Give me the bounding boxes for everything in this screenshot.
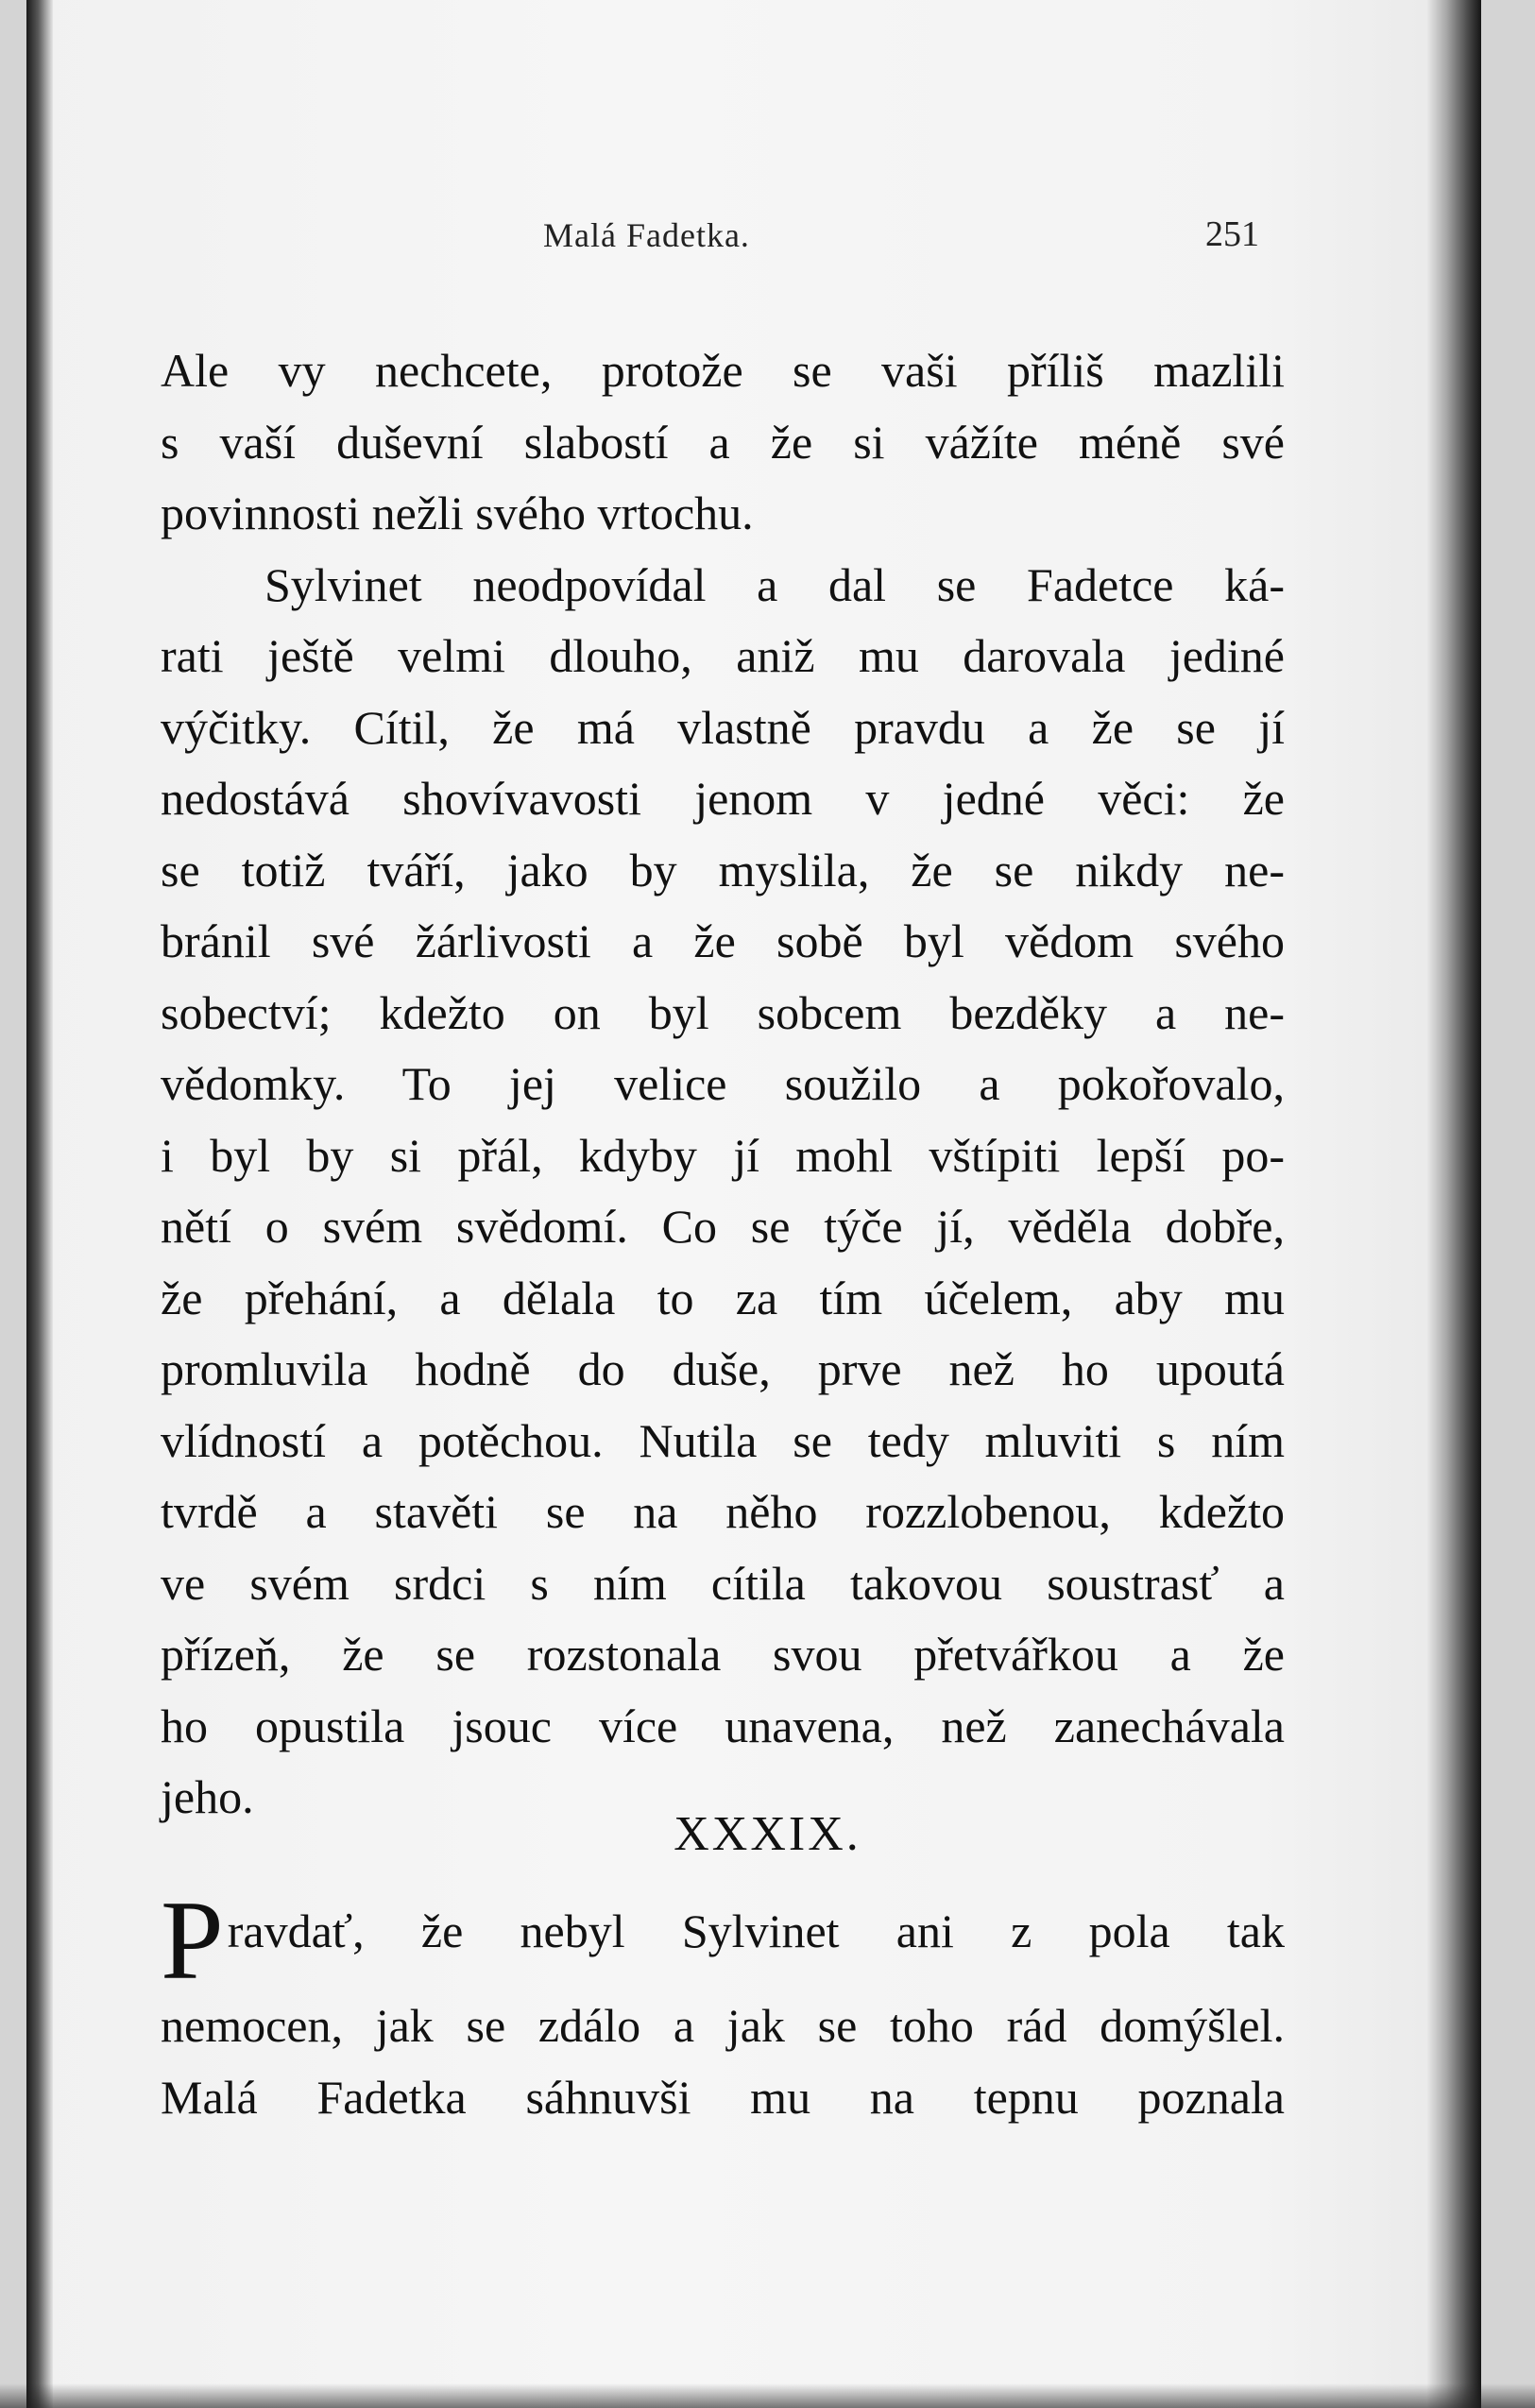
text-line: i byl by si přál, kdyby jí mohl vštípiti lepší po- <box>161 1128 1285 1182</box>
page-right-edge-shadow <box>1427 0 1481 2408</box>
text-line: rati ještě velmi dlouho, aniž mu darovala jediné <box>161 629 1285 682</box>
chapter-heading: XXXIX. <box>674 1807 861 1861</box>
text-line: nětí o svém svědomí. Co se týče jí, věděla dobře, <box>161 1200 1285 1253</box>
text-line: přízeň, že se rozstonala svou přetvářkou a že <box>161 1628 1285 1681</box>
text-line: ravdať, že nebyl Sylvinet ani z pola tak <box>227 1904 1285 1957</box>
text-line: bránil své žárlivosti a že sobě byl vědom svého <box>161 914 1285 967</box>
text-line: ho opustila jsouc více unavena, než zanechávala <box>161 1699 1285 1752</box>
text-line: povinnosti nežli svého vrtochu. <box>161 487 754 539</box>
text-line: se totiž tváří, jako by myslila, že se nikdy ne- <box>161 843 1285 897</box>
text-line: nemocen, jak se zdálo a jak se toho rád domýšlel. <box>161 1999 1285 2052</box>
text-line: že přehání, a dělala to za tím účelem, aby mu <box>161 1271 1285 1324</box>
text-line: s vaší duševní slabostí a že si vážíte méně své <box>161 415 1285 469</box>
text-line: ve svém srdci s ním cítila takovou soustrasť a <box>161 1556 1285 1610</box>
main-text-block <box>161 335 1285 1834</box>
text-line: výčitky. Cítil, že má vlastně pravdu a že se jí <box>161 700 1285 754</box>
text-line: tvrdě a stavěti se na něho rozzlobenou, kdežto <box>161 1485 1285 1538</box>
text-line: promluvila hodně do duše, prve než ho upoutá <box>161 1342 1285 1395</box>
text-line: sobectví; kdežto on byl sobcem bezděky a ne- <box>161 985 1285 1039</box>
text-line: vědomky. To jej velice soužilo a pokořovalo, <box>161 1057 1285 1110</box>
page-number: 251 <box>1205 214 1259 254</box>
running-title: Malá Fadetka. <box>543 216 750 254</box>
chapter-text-block <box>161 1877 1285 2133</box>
text-line: vlídností a potěchou. Nutila se tedy mluviti s ním <box>161 1413 1285 1467</box>
page-bottom-edge-shadow <box>0 2383 1535 2408</box>
text-line: nedostává shovívavosti jenom v jedné věci: že <box>161 772 1285 825</box>
text-line: Malá Fadetka sáhnuvši mu na tepnu poznala <box>161 2071 1285 2124</box>
drop-cap: P <box>161 1877 224 2003</box>
text-line: Ale vy nechcete, protože se vaši příliš mazlili <box>161 344 1285 397</box>
text-line: Sylvinet neodpovídal a dal se Fadetce ká- <box>264 557 1285 611</box>
page-left-edge-shadow <box>26 0 53 2408</box>
text-line: jeho. <box>161 1770 254 1823</box>
